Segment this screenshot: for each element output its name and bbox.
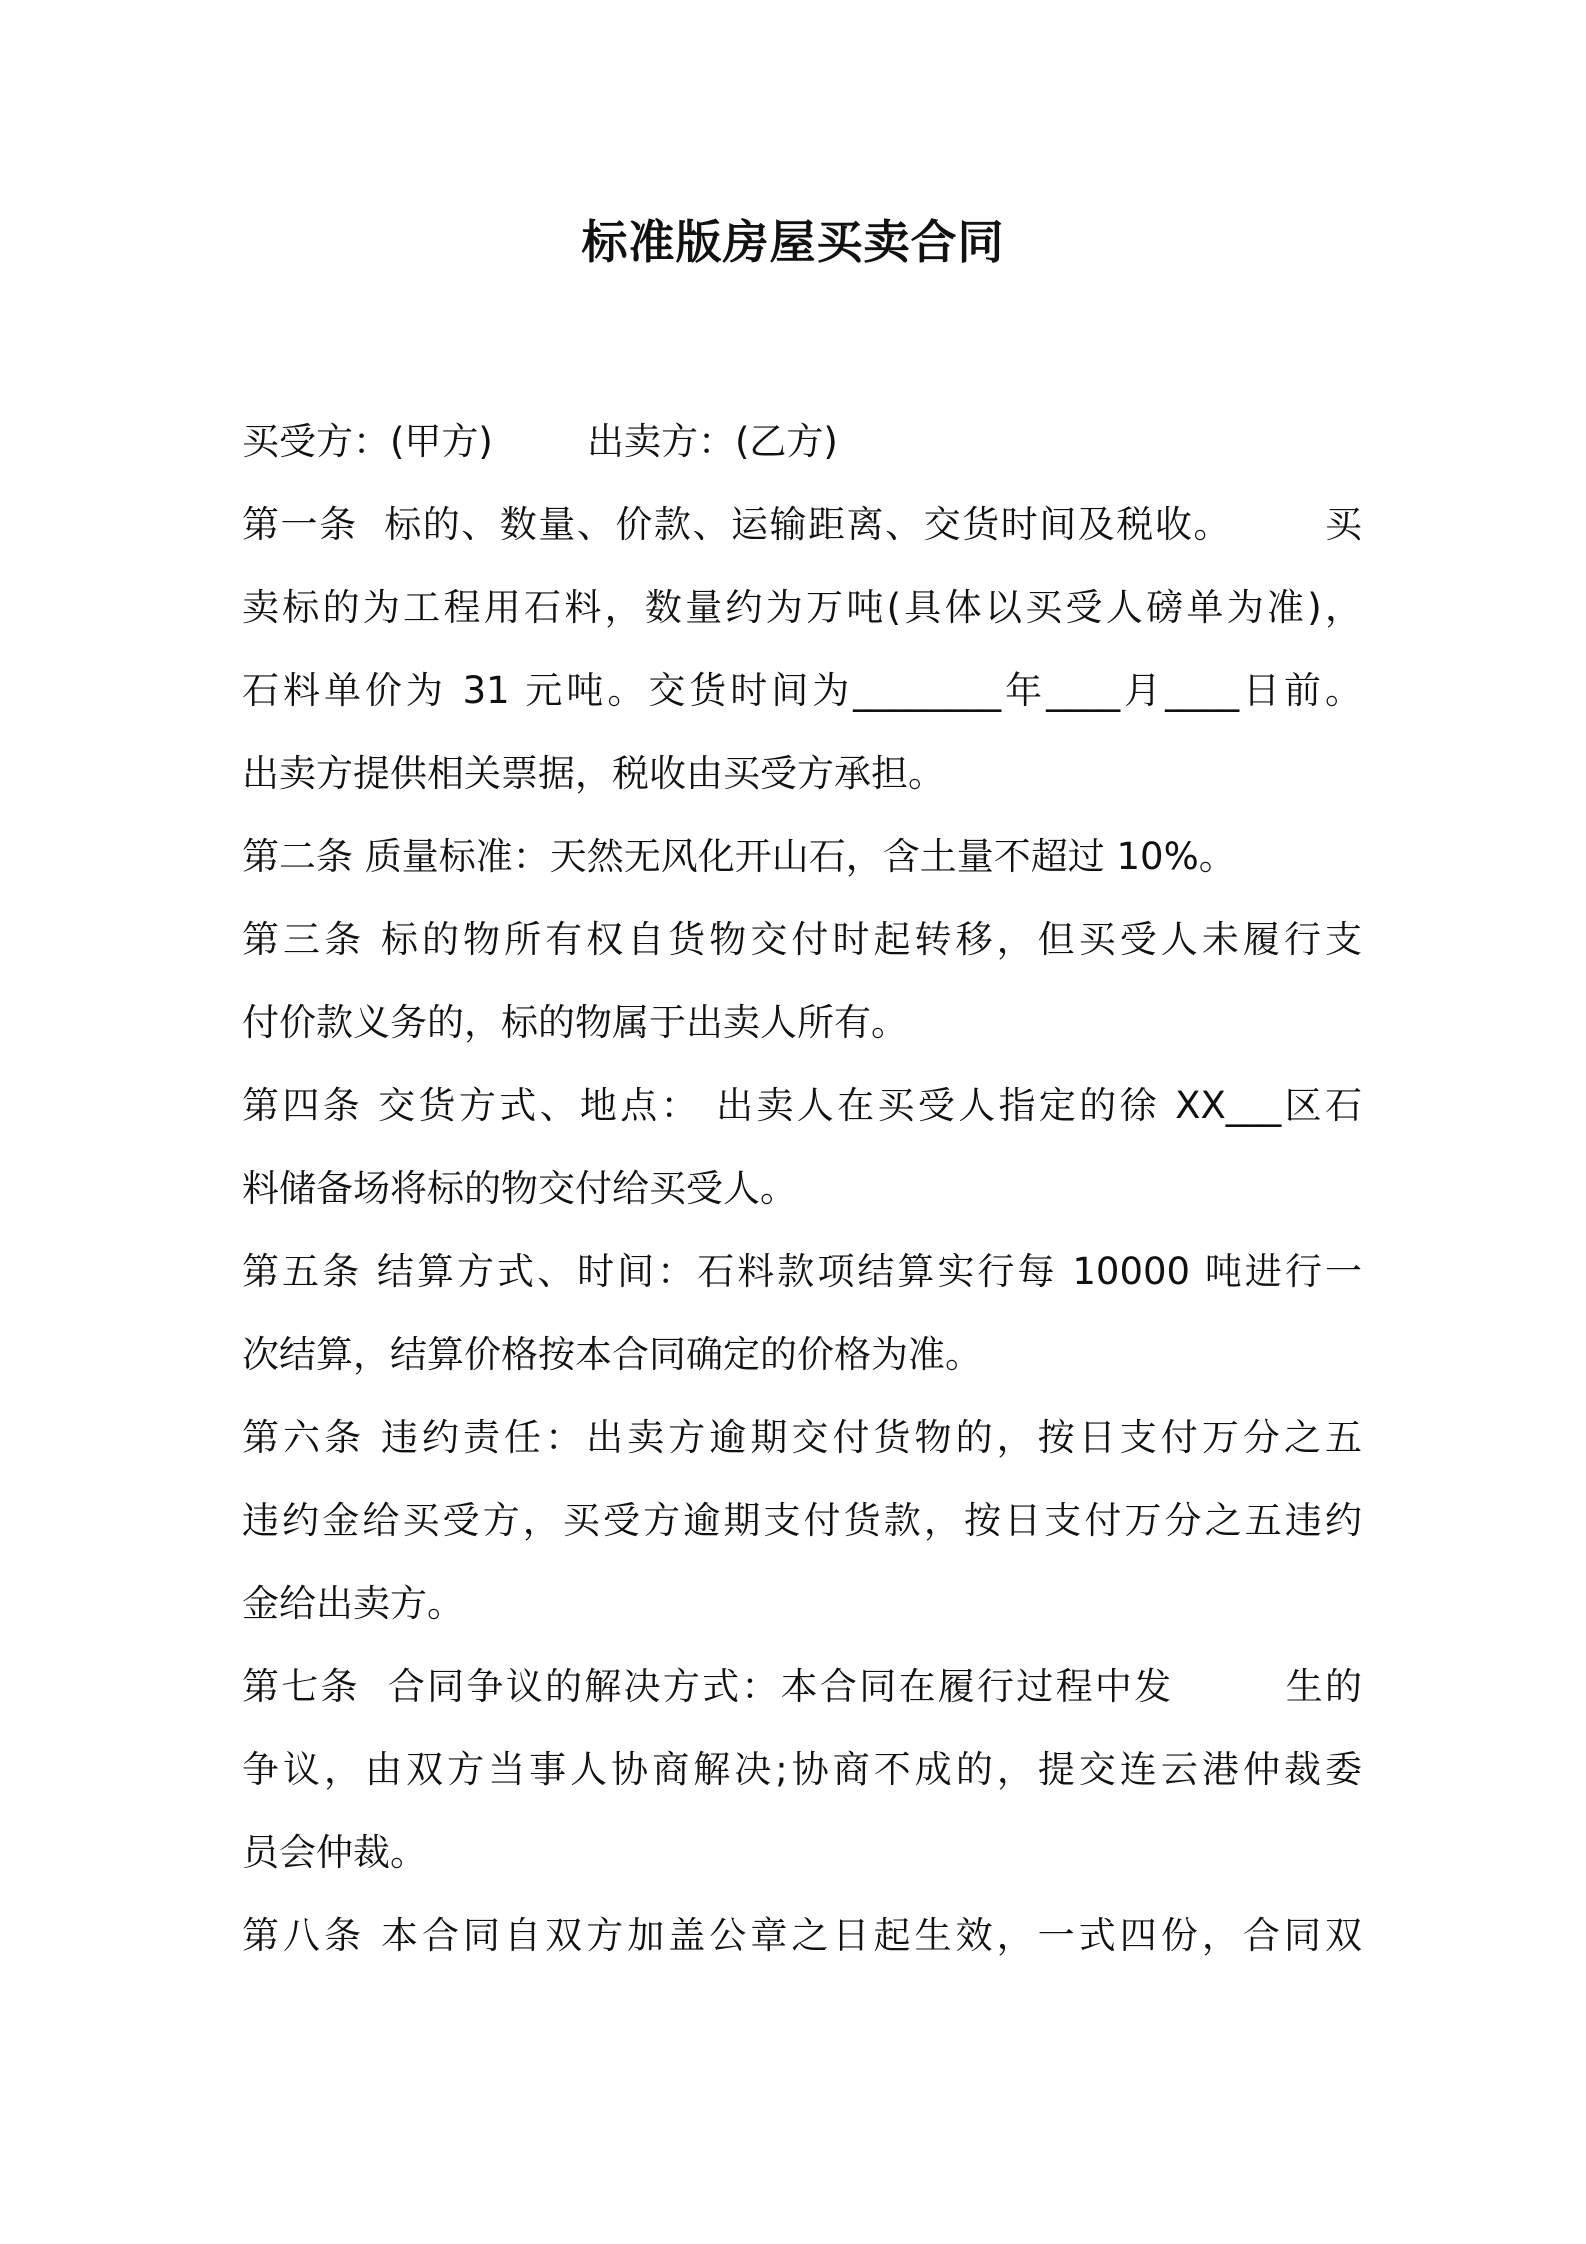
article-4-line-2: 料储备场将标的物交付给买受人。 [242,1167,797,1210]
article-6-line-1: 第六条 违约责任：出卖方逾期交付货物的，按日支付万分之五 [242,1416,1362,1459]
document-title: 标准版房屋买卖合同 [581,215,1005,269]
article-5-line-2: 次结算，结算价格按本合同确定的价格为准。 [242,1333,982,1376]
article-1-line-1: 第一条 标的、数量、价款、运输距离、交货时间及税收。 买 [242,503,1362,546]
article-1-line-3: 石料单价为 31 元吨。交货时间为________年____月____日前。 [242,669,1362,712]
contract-body [242,400,1362,1977]
parties-line: 买受方：(甲方) 出卖方：(乙方) [242,420,838,463]
article-8-line-1: 第八条 本合同自双方加盖公章之日起生效，一式四份，合同双 [242,1914,1362,1957]
article-1-line-4: 出卖方提供相关票据，税收由买受方承担。 [242,752,945,795]
article-4-line-1: 第四条 交货方式、地点： 出卖人在买受人指定的徐 XX___区石 [242,1084,1362,1127]
article-3-line-2: 付价款义务的，标的物属于出卖人所有。 [242,1001,908,1044]
article-5-line-1: 第五条 结算方式、时间：石料款项结算实行每 10000 吨进行一 [242,1250,1362,1293]
article-7-line-1: 第七条 合同争议的解决方式：本合同在履行过程中发 生的 [242,1665,1362,1708]
article-2-line-1: 第二条 质量标准：天然无风化开山石，含土量不超过 10%。 [242,835,1236,878]
article-3-line-1: 第三条 标的物所有权自货物交付时起转移，但买受人未履行支 [242,918,1362,961]
article-6-line-3: 金给出卖方。 [242,1582,464,1625]
article-7-line-3: 员会仲裁。 [242,1831,427,1874]
article-1-line-2: 卖标的为工程用石料，数量约为万吨(具体以买受人磅单为准)， [242,586,1362,629]
article-7-line-2: 争议，由双方当事人协商解决;协商不成的，提交连云港仲裁委 [242,1748,1362,1791]
article-6-line-2: 违约金给买受方，买受方逾期支付货款，按日支付万分之五违约 [242,1499,1362,1542]
